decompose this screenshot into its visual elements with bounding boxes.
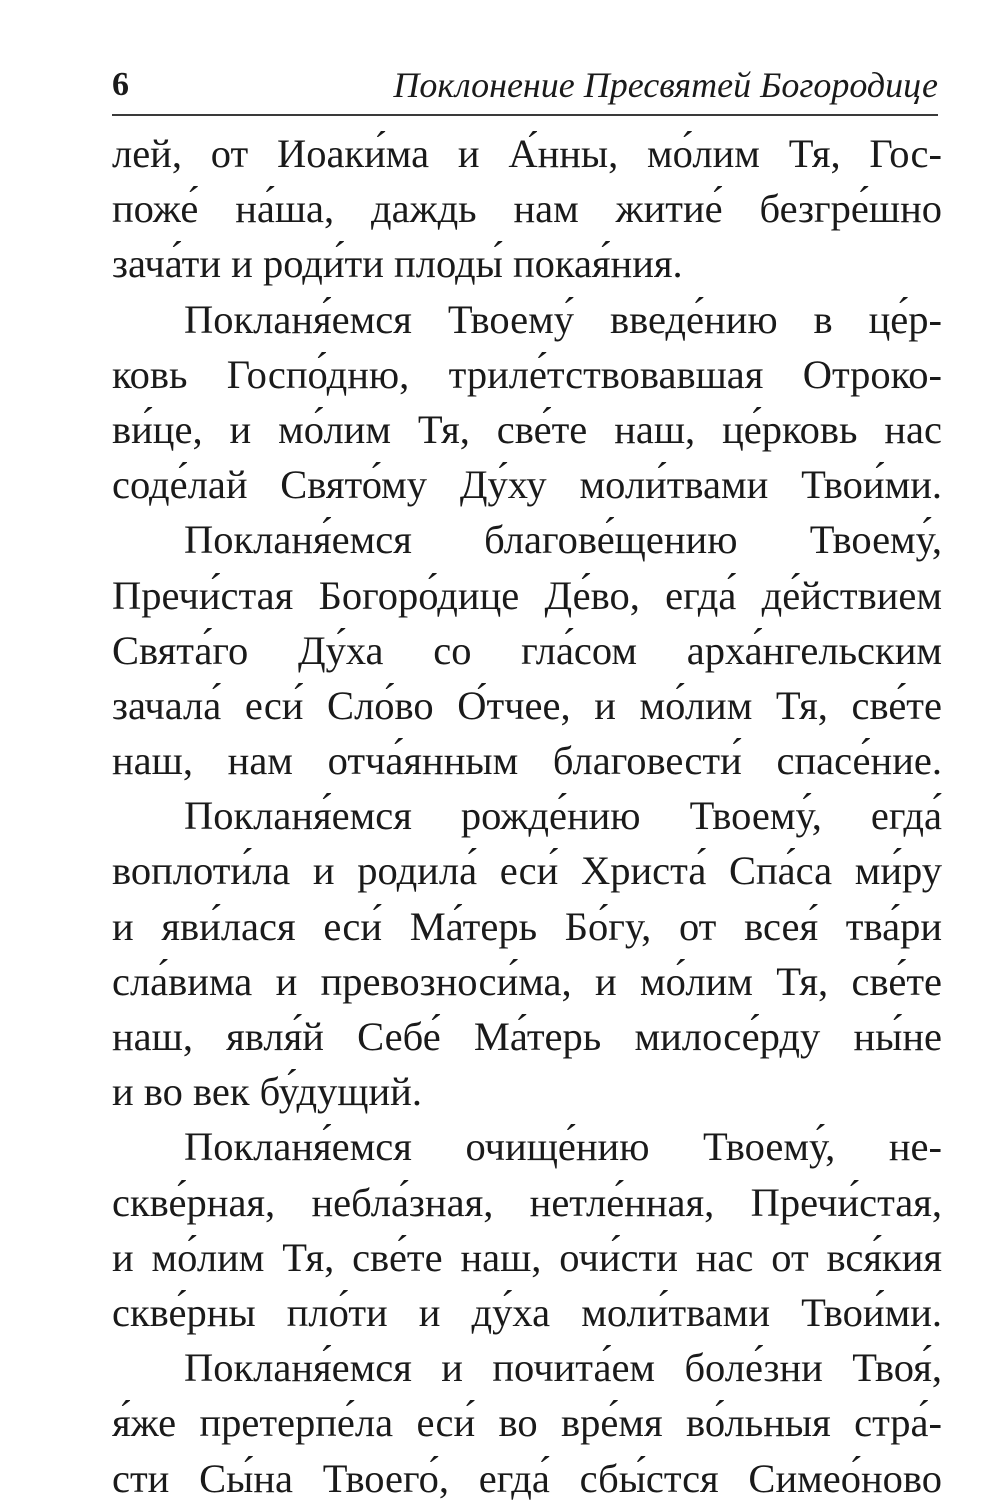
text-line: Покланя́емся благове́щению Твоему́, xyxy=(184,517,942,563)
header-rule xyxy=(112,114,938,116)
text-line: ви́це, и мо́лим Тя, све́те наш, це́рковь нас xyxy=(112,406,942,452)
text-line: наш, явля́й Себе́ Ма́терь милосе́рду ны́не xyxy=(112,1014,942,1059)
text-line: Покланя́емся Твоему́ введе́нию в це́р- xyxy=(184,296,942,342)
text-line: поже́ на́ша, даждь нам житие́ безгре́шно xyxy=(112,186,942,232)
text-line: зача́ти и роди́ти плоды́ покая́ния. xyxy=(112,241,683,287)
text-line: и яви́лася еси́ Ма́терь Бо́гу, от всея́ тва́ри xyxy=(112,903,942,949)
text-line: Покланя́емся и почита́ем боле́зни Твоя́, xyxy=(184,1345,942,1391)
text-line: Покланя́емся очище́нию Твоему́, не- xyxy=(184,1124,942,1170)
text-line: Покланя́емся рожде́нию Твоему́, егда́ xyxy=(184,793,942,839)
text-line: сти Сы́на Твоего́, егда́ сбы́стся Симео́ново xyxy=(112,1455,942,1501)
page-number: 6 xyxy=(112,66,129,103)
text-line: Свята́го Ду́ха со гла́сом арха́нгельским xyxy=(112,627,942,673)
text-line: и во век бу́дущий. xyxy=(112,1069,422,1115)
text-line: зачала́ еси́ Сло́во О́тчее, и мо́лим Тя, све́те xyxy=(112,682,942,728)
text-line: воплоти́ла и родила́ еси́ Христа́ Спа́са ми́ру xyxy=(112,848,942,894)
running-title: Поклонение Пресвятей Богородице xyxy=(393,65,938,105)
text-line: я́же претерпе́ла еси́ во вре́мя во́льныя стра́- xyxy=(112,1400,942,1446)
text-line: скве́рная, небла́зная, нетле́нная, Пречи́стая, xyxy=(112,1179,942,1225)
text-line: сла́вима и превозноси́ма, и мо́лим Тя, све́те xyxy=(112,958,942,1004)
text-line: наш, нам отча́янным благовести́ спасе́ние. xyxy=(112,738,942,784)
text-line: лей, от Иоаки́ма и А́нны, мо́лим Тя, Гос- xyxy=(112,131,942,176)
page-header xyxy=(112,62,938,112)
text-line: соде́лай Свято́му Ду́ху моли́твами Твои́ми. xyxy=(112,462,942,508)
text-line: скве́рны пло́ти и ду́ха моли́твами Твои́ми. xyxy=(112,1289,942,1335)
text-line: и мо́лим Тя, све́те наш, очи́сти нас от вся́кия xyxy=(112,1234,942,1280)
body-text xyxy=(112,126,942,1506)
text-line: Пречи́стая Богоро́дице Де́во, егда́ де́йствием xyxy=(112,572,942,618)
text-line: ковь Госпо́дню, триле́тствовавшая Отроко- xyxy=(112,351,942,397)
